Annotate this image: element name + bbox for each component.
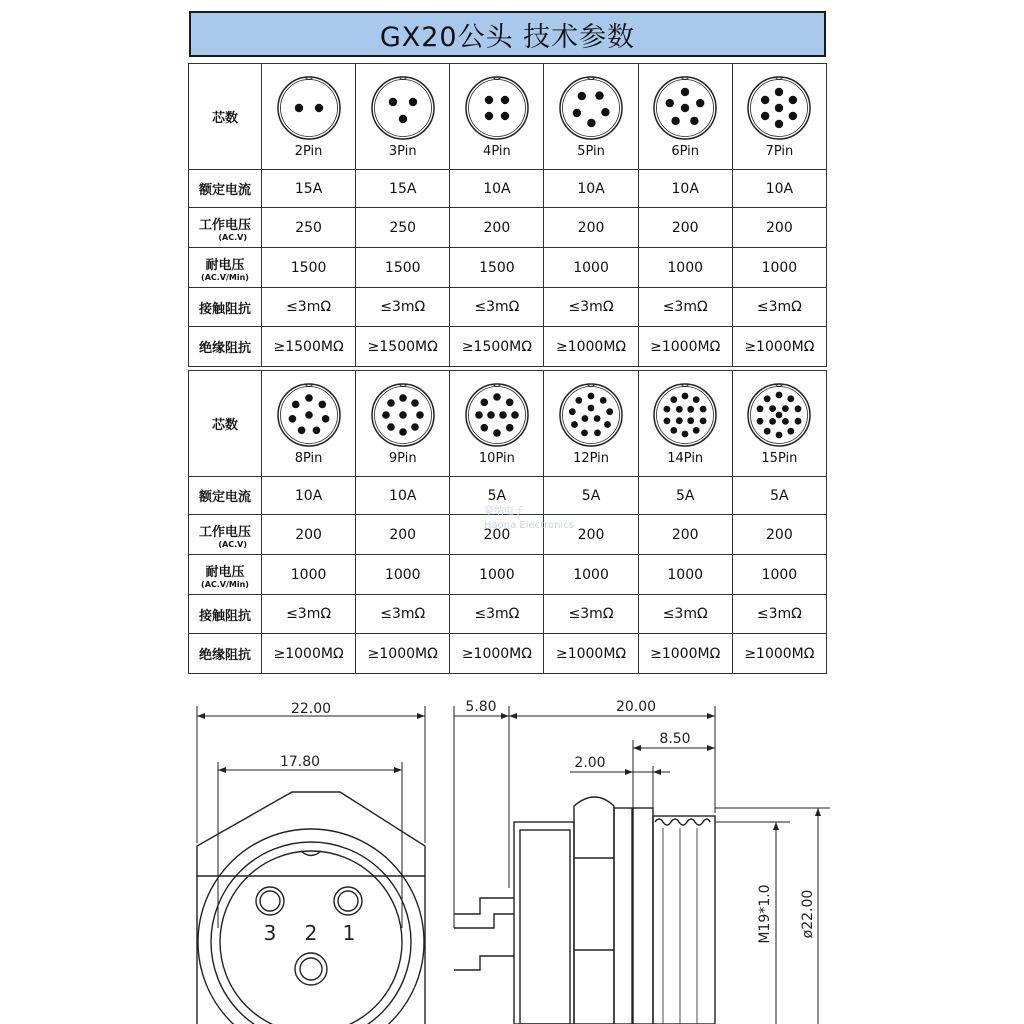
table-cell: 5A <box>450 477 544 515</box>
pin-layout-15-icon <box>745 381 813 449</box>
pin-dot <box>682 431 689 438</box>
table-cell: 10A <box>356 477 450 515</box>
row-label-text: 工作电压 <box>198 524 251 540</box>
table-cell: 200 <box>356 515 450 555</box>
pin-cell <box>638 371 732 477</box>
pin-dot <box>788 428 795 435</box>
table-row-cores <box>189 371 827 477</box>
table-cell: 200 <box>732 515 826 555</box>
pin-dot <box>664 406 671 413</box>
row-label-text: 耐电压 <box>205 257 245 273</box>
pin-dot <box>789 96 797 104</box>
hex-nut-outline <box>197 792 425 876</box>
table-cell: 200 <box>262 515 356 555</box>
pin-dot <box>690 117 698 125</box>
table-cell: ≤3mΩ <box>544 595 638 634</box>
pin-dot <box>588 405 595 412</box>
pin-dot <box>776 432 783 439</box>
row-label-cores: 芯数 <box>189 64 262 170</box>
pin-dot <box>411 399 419 407</box>
pin-dot <box>672 117 680 125</box>
pin-dot <box>764 428 771 435</box>
table-cell: 1000 <box>732 555 826 595</box>
pin-count-label: 12Pin <box>573 451 610 466</box>
pin-dot <box>312 427 320 435</box>
table-cell: ≥1000MΩ <box>450 634 544 674</box>
table-cell: 5A <box>732 477 826 515</box>
pin-count-label: 15Pin <box>761 451 798 466</box>
pin-cell <box>450 371 544 477</box>
pin-dot <box>297 427 305 435</box>
table-cell: 1000 <box>262 555 356 595</box>
pin-dot <box>485 96 493 104</box>
pin-dot <box>700 418 707 425</box>
table-row-insulation-resistance <box>189 634 827 674</box>
pin-dot <box>305 411 313 419</box>
row-label-contact-resistance: 接触阻抗 <box>189 288 262 327</box>
watermark-line: Haona Electronics <box>484 520 574 531</box>
table-cell: 10A <box>638 170 732 208</box>
pin-dot <box>782 418 789 425</box>
pin-dot <box>676 417 683 424</box>
pin-dot <box>606 408 613 415</box>
pin-cell <box>544 371 638 477</box>
row-label-rated-current: 额定电流 <box>189 477 262 515</box>
pin-dot <box>696 99 704 107</box>
watermark <box>484 505 574 533</box>
pin-dot <box>314 104 322 112</box>
pin-cell <box>450 64 544 170</box>
table-row-rated-current <box>189 170 827 208</box>
pin-dot <box>776 412 783 419</box>
table-cell: ≥1000MΩ <box>732 327 826 367</box>
table-cell: 5A <box>544 477 638 515</box>
pin-dot <box>411 423 419 431</box>
pin-dot <box>581 430 588 437</box>
table-cell: 200 <box>450 208 544 248</box>
pin-dot <box>387 423 395 431</box>
table-cell: ≤3mΩ <box>732 595 826 634</box>
pin-number: 1 <box>342 921 356 945</box>
pin-dot <box>604 421 611 428</box>
table-cell: 1000 <box>450 555 544 595</box>
table-row-contact-resistance <box>189 595 827 634</box>
pin-dot <box>761 96 769 104</box>
pin-layout-10-icon <box>463 381 531 449</box>
table-cell: 200 <box>638 515 732 555</box>
table-cell: ≤3mΩ <box>356 595 450 634</box>
table-cell: 1000 <box>638 555 732 595</box>
pin-layout-3-icon <box>369 74 437 142</box>
row-label-insulation-resistance: 绝缘阻抗 <box>189 327 262 367</box>
pin-dot <box>693 427 700 434</box>
table-cell: ≤3mΩ <box>638 288 732 327</box>
table-cell: ≥1500MΩ <box>450 327 544 367</box>
table-cell: ≤3mΩ <box>732 288 826 327</box>
pin-dot <box>788 395 795 402</box>
table-row-withstand-voltage <box>189 555 827 595</box>
table-cell: 200 <box>638 208 732 248</box>
pin-dot <box>318 401 326 409</box>
table-cell: ≤3mΩ <box>262 595 356 634</box>
pin-dot <box>775 104 783 112</box>
table-cell: 200 <box>450 515 544 555</box>
nut-body <box>574 797 614 1024</box>
table-cell: ≥1000MΩ <box>544 634 638 674</box>
pin-dot <box>501 96 509 104</box>
pin-dot <box>506 399 514 407</box>
table-cell: 1000 <box>732 248 826 288</box>
pin-dot <box>493 429 501 437</box>
pin-dot <box>775 88 783 96</box>
table-row-contact-resistance <box>189 288 827 327</box>
pin-dot <box>688 406 695 413</box>
pin-dot <box>569 408 576 415</box>
spec-table-1 <box>188 63 827 367</box>
pin-dot <box>601 108 609 116</box>
table-cell: ≤3mΩ <box>450 595 544 634</box>
pin-dot <box>501 112 509 120</box>
pin-cell <box>262 64 356 170</box>
pin-cell <box>638 64 732 170</box>
table-cell: 10A <box>732 170 826 208</box>
pin-dot <box>399 115 407 123</box>
pin-count-label: 5Pin <box>577 144 605 159</box>
pin-dot <box>511 411 519 419</box>
pin-count-label: 9Pin <box>388 451 417 466</box>
pin-dot <box>288 415 296 423</box>
pin-layout-8-icon <box>275 381 343 449</box>
table-cell: ≥1000MΩ <box>356 634 450 674</box>
row-label-cores: 芯数 <box>189 371 262 477</box>
pin-count-label: 6Pin <box>671 144 700 159</box>
table-cell: 250 <box>262 208 356 248</box>
pin-dot <box>782 405 789 412</box>
row-label-unit: (AC.V) <box>218 539 247 549</box>
table-cell: ≥1000MΩ <box>638 634 732 674</box>
dim-text-total: 20.00 <box>615 699 657 715</box>
pin-dot <box>389 98 397 106</box>
table-cell: 15A <box>262 170 356 208</box>
pin-cell <box>732 371 826 477</box>
row-label-insulation-resistance: 绝缘阻抗 <box>189 634 262 674</box>
table-cell: ≤3mΩ <box>544 288 638 327</box>
table-row-cores <box>189 64 827 170</box>
dim-text-outer: 22.00 <box>290 701 332 717</box>
pin-number: 3 <box>263 921 277 945</box>
pin-dot <box>770 405 777 412</box>
pin-dot <box>681 88 689 96</box>
table-cell: 1500 <box>356 248 450 288</box>
pin-dot <box>757 418 764 425</box>
table-cell: 1000 <box>544 555 638 595</box>
pin-dot <box>594 430 601 437</box>
row-label-rated-current: 额定电流 <box>189 170 262 208</box>
pin-dot <box>575 397 582 404</box>
table-cell: ≥1000MΩ <box>544 327 638 367</box>
pin-count-label: 7Pin <box>765 144 794 159</box>
pin-number: 2 <box>304 921 318 945</box>
pin-dot <box>671 427 678 434</box>
pin-dot <box>770 418 777 425</box>
pin-dot <box>573 109 581 117</box>
table-row-withstand-voltage <box>189 248 827 288</box>
pin-dot <box>676 406 683 413</box>
pin-cell <box>262 371 356 477</box>
pin-layout-4-icon <box>463 74 531 142</box>
watermark-line: 豪纳电子 <box>484 506 524 517</box>
pin-dot <box>321 415 329 423</box>
dim-text-inner: 17.80 <box>279 754 321 770</box>
table-cell: 200 <box>544 515 638 555</box>
table-cell: 250 <box>356 208 450 248</box>
pin-layout-5-icon <box>557 74 625 142</box>
table-cell: ≤3mΩ <box>638 595 732 634</box>
pin-count-label: 8Pin <box>294 451 323 466</box>
pin-dot <box>775 120 783 128</box>
pin-dot <box>480 399 488 407</box>
pin-dot <box>682 393 689 400</box>
pin-dot <box>681 104 689 112</box>
pin-cell <box>356 371 450 477</box>
pin-dot <box>595 91 603 99</box>
pin-cell <box>732 64 826 170</box>
table-cell: 10A <box>262 477 356 515</box>
row-label-unit: (AC.V/Min) <box>201 579 249 589</box>
table-cell: ≥1000MΩ <box>732 634 826 674</box>
pin-layout-9-icon <box>369 381 437 449</box>
pin-layout-6-icon <box>651 74 719 142</box>
dim-text-diameter: ø22.00 <box>800 889 816 939</box>
row-label-unit: (AC.V) <box>218 232 247 242</box>
table-cell: 10A <box>450 170 544 208</box>
side-view <box>454 706 830 1024</box>
table-cell: 10A <box>544 170 638 208</box>
table-cell: 200 <box>732 208 826 248</box>
table-cell: ≤3mΩ <box>262 288 356 327</box>
pin-dot <box>294 104 302 112</box>
pin-dot <box>387 399 395 407</box>
pin-dot <box>671 396 678 403</box>
pin-dot <box>693 396 700 403</box>
pin-dot <box>761 112 769 120</box>
row-label-text: 工作电压 <box>198 217 251 233</box>
table-cell: 1000 <box>356 555 450 595</box>
pin-count-label: 3Pin <box>388 144 417 159</box>
row-label-text: 耐电压 <box>205 564 245 580</box>
table-cell: 1000 <box>544 248 638 288</box>
pin-dot <box>666 99 674 107</box>
pin-dot <box>571 421 578 428</box>
table-cell: 5A <box>638 477 732 515</box>
pin-dot <box>578 92 586 100</box>
pin-layout-2-icon <box>275 74 343 142</box>
table-cell: ≥1500MΩ <box>262 327 356 367</box>
row-label-working-voltage <box>189 515 262 555</box>
pin-dot <box>399 428 407 436</box>
pin-dot <box>506 424 514 432</box>
pin-count-label: 14Pin <box>667 451 704 466</box>
pin-dot <box>499 411 507 419</box>
table-row-working-voltage <box>189 208 827 248</box>
pin-cell <box>356 64 450 170</box>
pin-count-label: 4Pin <box>483 144 511 159</box>
pin-dot <box>588 393 595 400</box>
pin-dot <box>764 395 771 402</box>
pin-dot <box>776 392 783 399</box>
pin-dot <box>487 411 495 419</box>
row-label-withstand-voltage <box>189 248 262 288</box>
pin-dot <box>688 417 695 424</box>
pin-dot <box>789 112 797 120</box>
table-cell: 1000 <box>638 248 732 288</box>
pin-dot <box>416 411 424 419</box>
pin-dot <box>399 411 407 419</box>
dim-text-thread: 8.50 <box>659 731 691 747</box>
pin-count-label: 10Pin <box>478 451 515 466</box>
pin-count-label: 2Pin <box>294 144 323 159</box>
table-cell: ≤3mΩ <box>450 288 544 327</box>
pin-dot <box>382 411 390 419</box>
pin-dot <box>399 394 407 402</box>
row-label-working-voltage <box>189 208 262 248</box>
dim-text-left: 5.80 <box>465 699 497 715</box>
pin-layout-7-icon <box>745 74 813 142</box>
pin-cell <box>544 64 638 170</box>
pin-dot <box>600 397 607 404</box>
pin-dot <box>795 418 802 425</box>
dim-text-gap: 2.00 <box>574 755 606 771</box>
pin-dot <box>757 405 764 412</box>
pin-dot <box>587 119 595 127</box>
dim-text-thread-spec: M19*1.0 <box>757 884 773 944</box>
dimension-drawing <box>0 688 1024 1024</box>
pin-layout-14-icon <box>651 381 719 449</box>
row-label-withstand-voltage <box>189 555 262 595</box>
pin-dot <box>480 424 488 432</box>
pin-dot <box>594 415 601 422</box>
row-label-unit: (AC.V/Min) <box>201 272 249 282</box>
table-cell: ≥1000MΩ <box>638 327 732 367</box>
pin-dot <box>700 406 707 413</box>
row-label-contact-resistance: 接触阻抗 <box>189 595 262 634</box>
pin-dot <box>582 415 589 422</box>
table-cell: ≤3mΩ <box>356 288 450 327</box>
pin-layout-12-icon <box>557 381 625 449</box>
page-title: GX20公头 技术参数 <box>189 11 826 57</box>
pin-dot <box>795 405 802 412</box>
table-cell: 15A <box>356 170 450 208</box>
pin-dot <box>664 418 671 425</box>
pin-dot <box>475 411 483 419</box>
table-cell: ≥1500MΩ <box>356 327 450 367</box>
pin-dot <box>291 401 299 409</box>
table-row-insulation-resistance <box>189 327 827 367</box>
pin-dot <box>493 393 501 401</box>
pin-dot <box>485 112 493 120</box>
table-cell: 1500 <box>450 248 544 288</box>
table-cell: 1500 <box>262 248 356 288</box>
table-cell: ≥1000MΩ <box>262 634 356 674</box>
pin-dot <box>305 394 313 402</box>
pin-dot <box>409 98 417 106</box>
table-cell: 200 <box>544 208 638 248</box>
thread-body <box>653 816 715 1024</box>
